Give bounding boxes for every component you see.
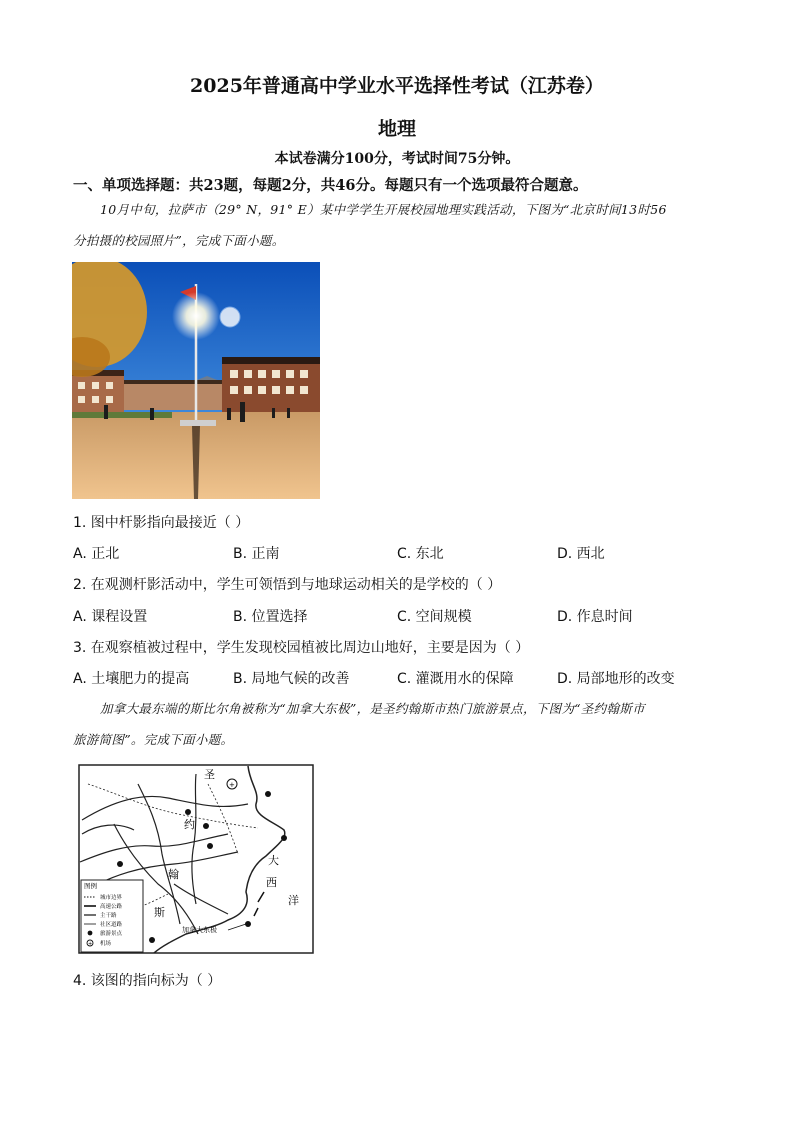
svg-text:+: + (229, 781, 235, 789)
q1-option-c[interactable]: C. 东北 (397, 546, 444, 562)
q1-option-d[interactable]: D. 西北 (557, 546, 605, 562)
svg-text:+: + (88, 941, 93, 947)
q1-option-a[interactable]: A. 正北 (73, 546, 120, 562)
map-label-yang: 洋 (288, 894, 299, 907)
legend-item-3: 主干路 (100, 913, 117, 919)
campus-photo (72, 262, 320, 499)
passage-1 (73, 194, 723, 256)
q2-option-d[interactable]: D. 作息时间 (557, 609, 633, 625)
q1-option-b[interactable]: B. 正南 (233, 546, 280, 562)
passage-1-line-2: 分拍摄的校园照片”，完成下面小题。 (73, 233, 285, 248)
q2-option-a[interactable]: A. 课程设置 (73, 609, 148, 625)
question-1: 1. 图中杆影指向最接近（ ） (73, 515, 250, 531)
q3-option-a[interactable]: A. 土壤肥力的提高 (73, 671, 190, 687)
map-label-si: 斯 (154, 906, 165, 919)
q3-option-d[interactable]: D. 局部地形的改变 (557, 671, 675, 687)
question-3: 3. 在观察植被过程中，学生发现校园植被比周边山地好，主要是因为（ ） (73, 640, 530, 656)
passage-1-line-1: 10月中旬，拉萨市（29° N，91° E）某中学学生开展校园地理实践活动，下图为“北京时间13时56 (100, 202, 667, 217)
q2-option-c[interactable]: C. 空间规模 (397, 609, 472, 625)
q2-option-b[interactable]: B. 位置选择 (233, 609, 308, 625)
map-label-yue: 约 (184, 818, 195, 831)
section-heading: 一、单项选择题：共23题，每题2分，共46分。每题只有一个选项最符合题意。 (73, 177, 588, 194)
map-label-xi: 西 (266, 876, 277, 889)
legend-item-1: 城市边界 (100, 895, 123, 901)
exam-note: 本试卷满分100分，考试时间75分钟。 (274, 151, 520, 167)
map-label-east-pole: 加拿大东极 (182, 926, 217, 934)
legend-title: 图例 (84, 882, 97, 890)
exam-title: 2025年普通高中学业水平选择性考试（江苏卷） (190, 75, 604, 97)
q3-option-c[interactable]: C. 灌溉用水的保障 (397, 671, 514, 687)
map-label-sheng: 圣 (204, 768, 215, 781)
map-label-han: 翰 (168, 868, 179, 881)
legend-item-5: 旅游景点 (100, 931, 123, 937)
subject-title: 地理 (377, 118, 416, 140)
passage-2 (73, 693, 723, 755)
tourism-map (78, 764, 314, 954)
legend-item-2: 高速公路 (100, 904, 123, 910)
question-4: 4. 该图的指向标为（ ） (73, 973, 222, 989)
map-label-da: 大 (268, 854, 279, 867)
passage-2-line-1: 加拿大最东端的斯比尔角被称为“加拿大东极”，是圣约翰斯市热门旅游景点，下图为“圣约翰斯市 (100, 701, 645, 716)
question-2: 2. 在观测杆影活动中，学生可领悟到与地球运动相关的是学校的（ ） (73, 577, 502, 593)
legend-item-4: 社区道路 (100, 922, 123, 928)
q3-option-b[interactable]: B. 局地气候的改善 (233, 671, 350, 687)
legend-item-6: 机场 (100, 941, 112, 947)
passage-2-line-2: 旅游简图”。完成下面小题。 (73, 732, 234, 747)
